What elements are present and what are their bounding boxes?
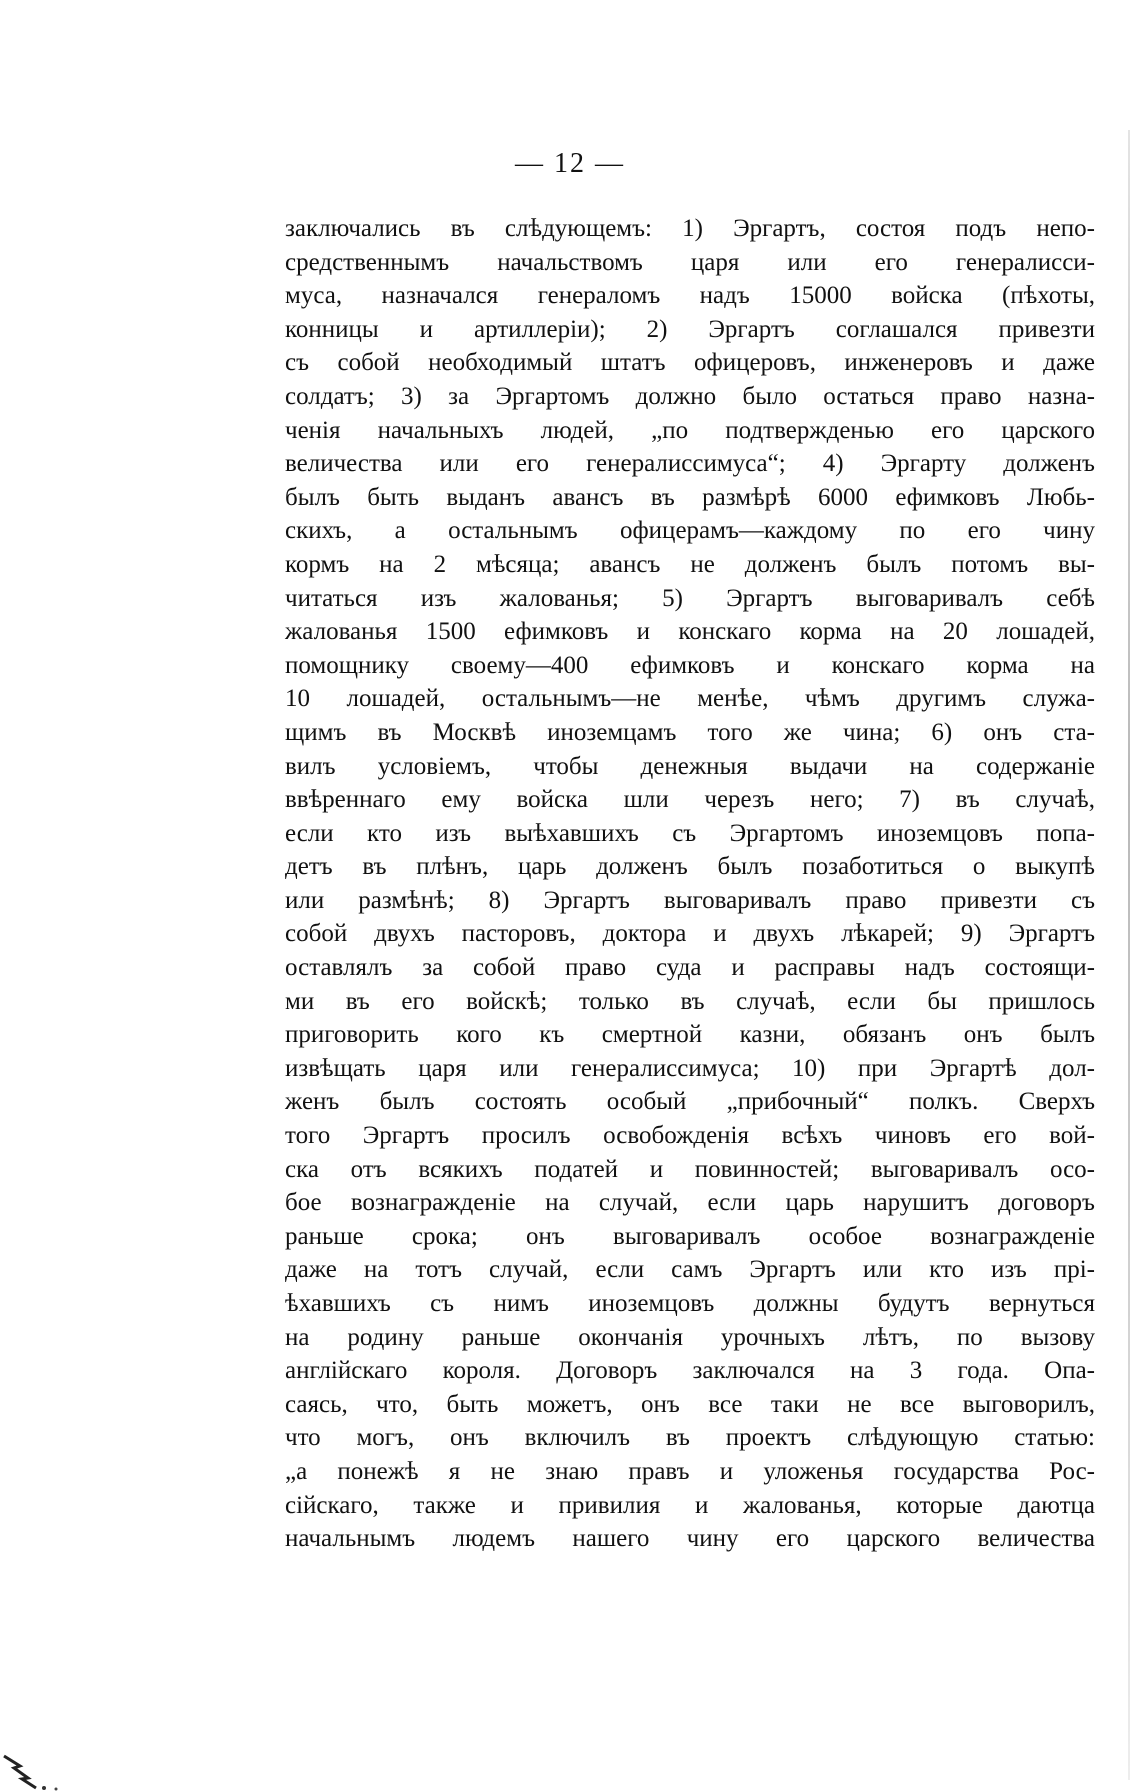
text-line: муса, назначался генераломъ надъ 15000 войска (пѣхоты, bbox=[285, 282, 1095, 310]
text-line: 10 лошадей, остальнымъ—не менѣе, чѣмъ другимъ служа- bbox=[285, 685, 1095, 713]
text-line: „а понежѣ я не знаю правъ и уложенья государства Рос- bbox=[285, 1457, 1095, 1485]
text-line: скихъ, а остальнымъ офицерамъ—каждому по его чину bbox=[285, 517, 1095, 545]
text-line: щимъ въ Москвѣ иноземцамъ того же чина; 6) онъ ста- bbox=[285, 718, 1095, 746]
text-line: того Эргартъ просилъ освобожденія всѣхъ чиновъ его вой- bbox=[285, 1122, 1095, 1150]
text-line: англійскаго короля. Договоръ заключался на 3 года. Опа- bbox=[285, 1357, 1095, 1385]
text-line: саясь, что, быть можетъ, онъ все таки не все выговорилъ, bbox=[285, 1390, 1095, 1418]
scan-artifact-mark bbox=[0, 1752, 70, 1792]
text-line: съ собой необходимый штатъ офицеровъ, инженеровъ и даже bbox=[285, 349, 1095, 377]
text-line: раньше срока; онъ выговаривалъ особое вознагражденіе bbox=[285, 1222, 1095, 1250]
text-line: оставлялъ за собой право суда и расправы надъ состоящи- bbox=[285, 954, 1095, 982]
text-line: вилъ условіемъ, чтобы денежныя выдачи на содержаніе bbox=[285, 752, 1095, 780]
text-line: жалованья 1500 ефимковъ и конскаго корма на 20 лошадей, bbox=[285, 618, 1095, 646]
text-line: сійскаго, также и привилия и жалованья, которые даютца bbox=[285, 1491, 1095, 1519]
page-edge-shadow bbox=[1128, 130, 1130, 1780]
text-line: ввѣреннаго ему войска шли черезъ него; 7) въ случаѣ, bbox=[285, 786, 1095, 814]
text-line: ска отъ всякихъ податей и повинностей; выговаривалъ осо- bbox=[285, 1155, 1095, 1183]
text-line: средственнымъ начальствомъ царя или его генералисси- bbox=[285, 248, 1095, 276]
text-line: солдатъ; 3) за Эргартомъ должно было остаться право назна- bbox=[285, 382, 1095, 410]
text-line: бое вознагражденіе на случай, если царь нарушитъ договоръ bbox=[285, 1189, 1095, 1217]
text-line: ѣхавшихъ съ нимъ иноземцовъ должны будутъ вернуться bbox=[285, 1290, 1095, 1317]
text-line: кормъ на 2 мѣсяца; авансъ не долженъ былъ потомъ вы- bbox=[285, 550, 1095, 578]
text-line: приговорить кого къ смертной казни, обязанъ онъ былъ bbox=[285, 1021, 1095, 1049]
text-line: помощнику своему—400 ефимковъ и конскаго корма на bbox=[285, 651, 1095, 679]
text-line: ченія начальныхъ людей, „по подтвержденью его царского bbox=[285, 416, 1095, 444]
text-line: женъ былъ состоять особый „прибочный“ полкъ. Сверхъ bbox=[285, 1088, 1095, 1116]
text-line: заключались въ слѣдующемъ: 1) Эргартъ, состоя подъ непо- bbox=[285, 215, 1095, 242]
text-line: конницы и артиллеріи); 2) Эргартъ соглашался привезти bbox=[285, 315, 1095, 343]
text-line: собой двухъ пасторовъ, доктора и двухъ лѣкарей; 9) Эргартъ bbox=[285, 920, 1095, 948]
text-line: на родину раньше окончанія урочныхъ лѣтъ, по вызову bbox=[285, 1323, 1095, 1351]
text-line: если кто изъ выѣхавшихъ съ Эргартомъ иноземцовъ попа- bbox=[285, 819, 1095, 847]
text-line: извѣщать царя или генералиссимуса; 10) при Эргартѣ дол- bbox=[285, 1054, 1095, 1082]
page-number: — 12 — bbox=[515, 148, 625, 179]
text-line: даже на тотъ случай, если самъ Эргартъ или кто изъ прі- bbox=[285, 1256, 1095, 1284]
text-line: былъ быть выданъ авансъ въ размѣрѣ 6000 ефимковъ Любь- bbox=[285, 483, 1095, 511]
text-line: начальнымъ людемъ нашего чину его царского величества bbox=[285, 1525, 1095, 1553]
text-line: детъ въ плѣнъ, царь долженъ былъ позаботиться о выкупѣ bbox=[285, 853, 1095, 881]
text-line: что могъ, онъ включилъ въ проектъ слѣдующую статью: bbox=[285, 1424, 1095, 1452]
text-line: величества или его генералиссимуса“; 4) Эргарту долженъ bbox=[285, 450, 1095, 478]
text-line: читаться изъ жалованья; 5) Эргартъ выговаривалъ себѣ bbox=[285, 584, 1095, 612]
text-line: ми въ его войскѣ; только въ случаѣ, если бы пришлось bbox=[285, 987, 1095, 1015]
text-line: или размѣнѣ; 8) Эргартъ выговаривалъ право привезти съ bbox=[285, 886, 1095, 914]
body-text bbox=[285, 212, 1095, 1556]
